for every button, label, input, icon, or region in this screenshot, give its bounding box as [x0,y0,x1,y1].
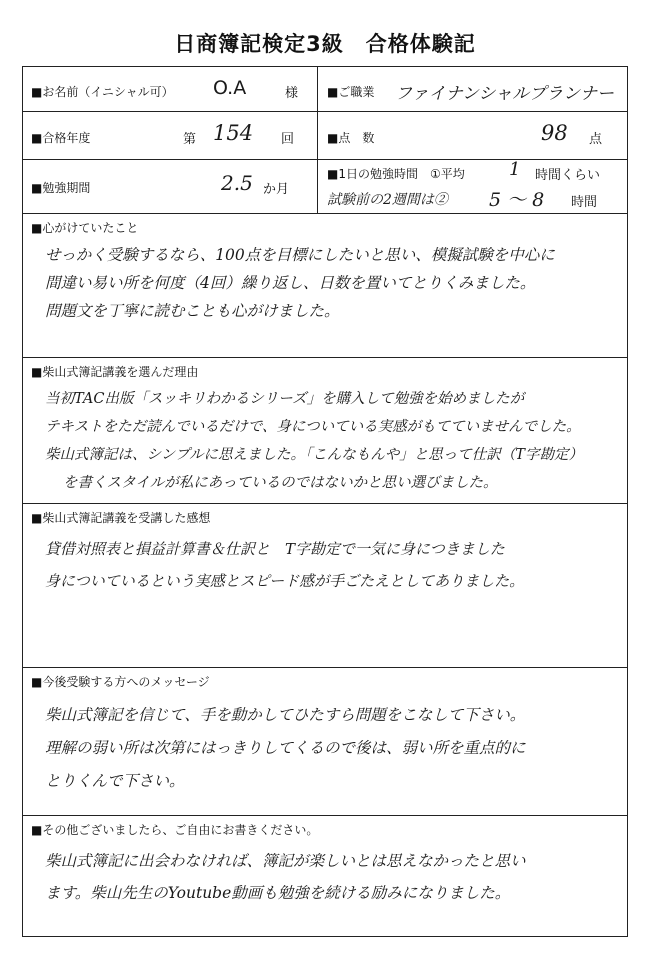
daily-avg-value: 1 [509,159,521,180]
text-line: を書くスタイルが私にあっているのではないかと思い選びました。 [63,475,498,491]
name-suffix: 様 [285,86,299,101]
mindset-label: ■心がけていたこと [31,221,139,235]
divider [23,815,627,816]
divider [23,503,627,504]
daily-before-label: 試験前の2週間は② [327,192,448,208]
text-line: 当初TAC出版「スッキリわかるシリーズ」を購入して勉強を始めましたが [45,391,525,407]
period-value: 2.5 [221,171,253,195]
text-line: ます。柴山先生のYoutube動画も勉強を続ける励みになりました。 [45,884,511,902]
text-line: せっかく受験するなら、100点を目標にしたいと思い、模擬試験を中心に [45,246,555,264]
other-label: ■その他ございましたら、ご自由にお書きください。 [31,823,319,837]
text-line: とりくんで下さい。 [45,772,185,790]
divider [23,159,627,160]
year-value: 154 [213,121,254,145]
other-text [45,845,526,909]
score-suffix: 点 [589,132,603,147]
period-suffix: か月 [263,182,290,197]
divider [23,667,627,668]
period-label: ■勉強期間 [31,181,91,195]
name-label: ■お名前（イニシャル可） [31,85,174,99]
column-divider [317,67,318,213]
divider [23,213,627,214]
year-suffix: 回 [281,132,295,147]
reason-label: ■柴山式簿記講義を選んだ理由 [31,365,199,379]
text-line: 間違い易い所を何度（4回）繰り返し、日数を置いてとりくみました。 [45,274,536,292]
document-title: 日商簿記検定3級 合格体験記 [174,32,476,56]
text-line: 理解の弱い所は次第にはっきりしてくるので後は、弱い所を重点的に [45,739,526,757]
daily-before-value: 5 ～ 8 [489,189,545,211]
text-line: テキストをただ読んでいるだけで、身についている実感がもてていませんでした。 [45,419,581,435]
text-line: 身についているという実感とスピード感が手ごたえとしてありました。 [45,572,525,590]
text-line: 柴山式簿記に出会わなければ、簿記が楽しいとは思えなかったと思い [45,852,526,870]
text-line: 問題文を丁寧に読むことも心がけました。 [45,302,340,320]
impression-label: ■柴山式簿記講義を受講した感想 [31,511,211,525]
message-text [45,699,526,798]
daily-before-suffix: 時間 [571,195,598,210]
daily-avg-suffix: 時間くらい [535,168,601,183]
divider [23,111,627,112]
form-frame [22,66,628,937]
score-value: 98 [541,121,568,145]
reason-text [45,385,583,497]
mindset-text [45,241,555,325]
daily-label: ■1日の勉強時間 ①平均 [327,167,465,181]
job-value: ファイナンシャルプランナー [395,84,615,104]
year-label: ■合格年度 [31,131,91,145]
divider [23,357,627,358]
job-label: ■ご職業 [327,85,375,99]
message-label: ■今後受験する方へのメッセージ [31,675,210,689]
text-line: 貸借対照表と損益計算書＆仕訳と T字勘定で一気に身につきました [45,540,505,558]
name-value: O.A [213,77,247,99]
year-prefix: 第 [183,132,197,147]
text-line: 柴山式簿記を信じて、手を動かしてひたすら問題をこなして下さい。 [45,706,526,724]
impression-text [45,533,524,597]
score-label: ■点 数 [327,131,375,145]
text-line: 柴山式簿記は、シンプルに思えました。「こんなもんや」と思って仕訳（T字勘定） [45,447,583,463]
